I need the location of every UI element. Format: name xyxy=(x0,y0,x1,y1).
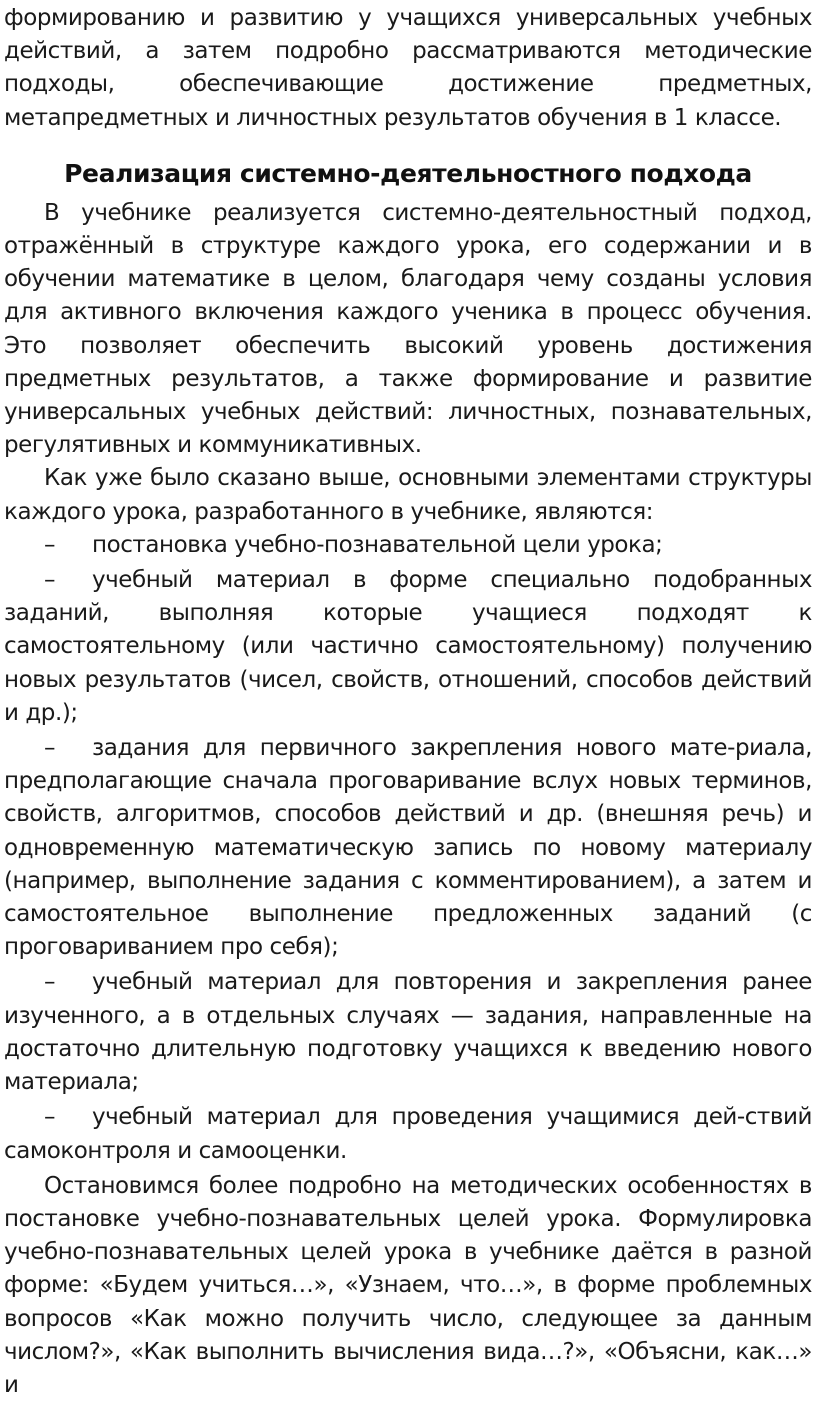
list-item-text: задания для первичного закрепления нового мате-риала, предполагающие сначала проговаривание вслух новых терминов, свойств, алгоритмов, способов действий и др. (внешняя речь) и одновременную математическую запись по новому материалу (например, выполнение задания с комментированием), а затем и самостоятельное выполнение предложенных заданий (с проговариванием про себя); xyxy=(4,735,812,961)
list-marker: – xyxy=(44,969,56,996)
paragraph-system-approach: В учебнике реализуется системно-деятельностный подход, отражённый в структуре каждого урока, его содержании и в обучении математике в целом, благодаря чему созданы условия для активного включения каждого ученика в процесс обучения. Это позволяет обеспечить высокий уровень достижения предметных результатов, а также формирование и развитие универсальных учебных действий: личностных, познавательных, регулятивных и коммуникативных. xyxy=(4,199,812,459)
list-marker: – xyxy=(44,735,56,762)
section-heading: Реализация системно-деятельностного подхода xyxy=(64,158,752,188)
list-item-text: постановка учебно-познавательной цели урока; xyxy=(92,531,663,558)
list-item xyxy=(4,966,812,1099)
paragraph-lesson-structure: Как уже было сказано выше, основными элементами структуры каждого урока, разработанного в учебнике, являются: xyxy=(4,465,812,525)
list-marker: – xyxy=(44,531,56,558)
list-marker: – xyxy=(44,567,56,594)
list-item xyxy=(4,732,812,964)
lesson-elements-list xyxy=(4,529,812,1168)
paragraph-learning-goals: Остановимся более подробно на методических особенностях в постановке учебно-познавательных целей урока. Формулировка учебно-познавательных целей урока в учебнике даётся в разной форме: «Будем учиться…», «Узнаем, что…», в форме проблемных вопросов «Как можно получить число, следующее за данным числом?», «Как выполнить вычисления вида…?», «Объясни, как…» и xyxy=(4,1172,812,1398)
list-marker: – xyxy=(44,1104,56,1131)
intro-paragraph: формированию и развитию у учащихся универсальных учебных действий, а затем подробно рассматриваются методические подходы, обеспечивающие достижение предметных, метапредметных и личностных результатов обучения в 1 классе. xyxy=(4,5,812,131)
list-item xyxy=(4,529,812,562)
list-item xyxy=(4,1101,812,1167)
list-item-text: учебный материал для проведения учащимися дей-ствий самоконтроля и самооценки. xyxy=(4,1104,812,1164)
list-item xyxy=(4,564,812,730)
list-item-text: учебный материал для повторения и закрепления ранее изученного, а в отдельных случаях — задания, направленные на достаточно длительную подготовку учащихся к введению нового материала; xyxy=(4,969,812,1096)
list-item-text: учебный материал в форме специально подобранных заданий, выполняя которые учащиеся подходят к самостоятельному (или частично самостоятельному) получению новых результатов (чисел, свойств, отношений, способов действий и др.); xyxy=(4,567,812,726)
